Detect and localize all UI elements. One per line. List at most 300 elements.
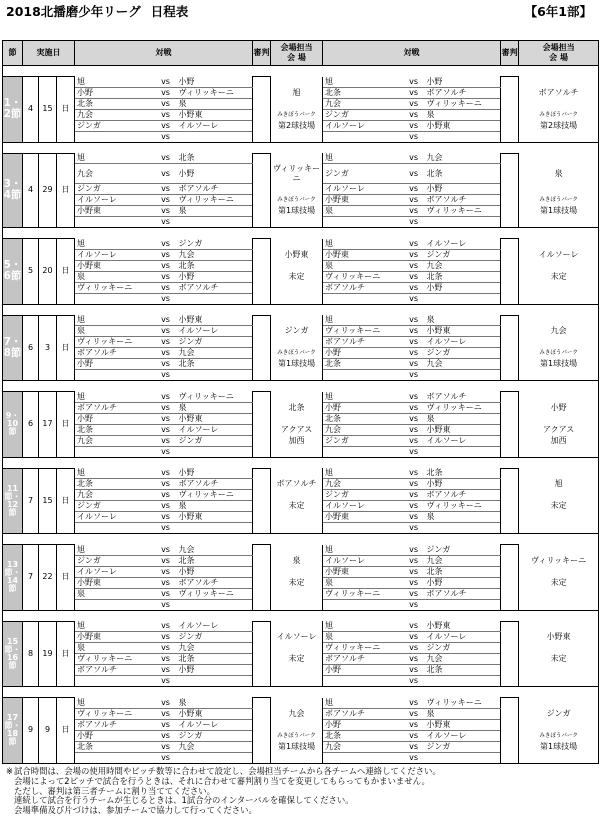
home-team: 旭	[75, 315, 155, 326]
away-team: 小野	[425, 184, 501, 195]
home-team: ヴィリッキーニ	[323, 588, 403, 599]
home-team	[75, 752, 155, 763]
page-title	[6, 2, 188, 20]
venue-cell: 九会	[519, 326, 599, 337]
home-team: ボアソルチ	[75, 719, 155, 730]
month-cell: 4	[23, 77, 39, 143]
away-team: 小野	[425, 479, 501, 490]
vs-label: vs	[155, 424, 177, 435]
away-team: 小野	[177, 271, 253, 282]
vs-label: vs	[155, 621, 177, 632]
vs-label: vs	[155, 555, 177, 566]
round-separator	[3, 304, 599, 315]
away-team: ジンガ	[177, 730, 253, 741]
venue-cell: 第1球技場	[519, 206, 599, 217]
away-team: イルソーレ	[425, 435, 501, 446]
table-row	[3, 545, 599, 556]
vs-label: vs	[155, 708, 177, 719]
vs-label: vs	[403, 741, 425, 752]
home-team: イルソーレ	[75, 566, 155, 577]
vs-label: vs	[403, 446, 425, 457]
vs-label: vs	[403, 195, 425, 206]
vs-label: vs	[403, 435, 425, 446]
col-venue-left	[271, 41, 323, 66]
home-team: 北条	[75, 741, 155, 752]
away-team: 泉	[425, 708, 501, 719]
away-team: 泉	[425, 512, 501, 523]
vs-label: vs	[403, 120, 425, 131]
home-team: イルソーレ	[323, 501, 403, 512]
away-team	[425, 446, 501, 457]
home-team: ヴィリッキーニ	[323, 326, 403, 337]
month-cell: 6	[23, 315, 39, 381]
home-team: イルソーレ	[323, 120, 403, 131]
vs-label: vs	[155, 730, 177, 741]
away-team: 九会	[177, 545, 253, 556]
venue-cell: みきぼうパーク	[271, 195, 323, 206]
home-team: 泉	[75, 588, 155, 599]
away-team: 小野東	[425, 424, 501, 435]
vs-label: vs	[155, 239, 177, 250]
away-team: 小野	[177, 468, 253, 479]
venue-cell	[271, 77, 323, 88]
away-team: ボアソルチ	[425, 87, 501, 98]
venue-cell: 旭	[519, 479, 599, 490]
vs-label: vs	[155, 523, 177, 534]
home-team: ヴィリッキーニ	[75, 708, 155, 719]
away-team	[177, 523, 253, 534]
vs-label: vs	[155, 293, 177, 304]
away-team: イルソーレ	[177, 621, 253, 632]
vs-label: vs	[403, 359, 425, 370]
vs-label: vs	[403, 260, 425, 271]
table-row	[3, 153, 599, 164]
away-team: 泉	[177, 206, 253, 217]
referee-cell	[501, 621, 519, 687]
venue-cell	[519, 217, 599, 228]
away-team: ヴィリッキーニ	[425, 501, 501, 512]
vs-label: vs	[155, 153, 177, 164]
away-team: 小野東	[425, 621, 501, 632]
away-team	[425, 599, 501, 610]
vs-label: vs	[155, 348, 177, 359]
table-row	[3, 698, 599, 709]
venue-cell: 第1球技場	[271, 741, 323, 752]
venue-cell	[271, 566, 323, 577]
notes	[6, 766, 441, 816]
vs-label: vs	[155, 120, 177, 131]
home-team: 小野東	[75, 632, 155, 643]
vs-label: vs	[155, 109, 177, 120]
vs-label: vs	[403, 643, 425, 654]
home-team: イルソーレ	[75, 249, 155, 260]
venue-cell	[519, 621, 599, 632]
away-team: ボアソルチ	[425, 392, 501, 403]
away-team: ジンガ	[177, 239, 253, 250]
home-team: ジンガ	[75, 184, 155, 195]
round-separator	[3, 66, 599, 77]
venue-cell	[271, 413, 323, 424]
venue-cell: 未定	[271, 577, 323, 588]
vs-label: vs	[403, 468, 425, 479]
venue-cell: ボアソルチ	[519, 87, 599, 98]
away-team: 九会	[177, 643, 253, 654]
home-team: 泉	[323, 206, 403, 217]
home-team: 小野	[323, 348, 403, 359]
weekday-cell: 日	[57, 698, 75, 764]
home-team: ジンガ	[323, 109, 403, 120]
home-team: ボアソルチ	[323, 282, 403, 293]
round-label-cell	[3, 698, 23, 764]
venue-cell	[519, 77, 599, 88]
venue-cell: 未定	[519, 654, 599, 665]
venue-cell: ヴィリッキーニ	[271, 164, 323, 184]
venue-cell	[519, 98, 599, 109]
vs-label: vs	[155, 698, 177, 709]
venue-cell: みきぼうパーク	[519, 348, 599, 359]
month-cell: 6	[23, 392, 39, 458]
home-team: 小野東	[323, 512, 403, 523]
home-team	[323, 131, 403, 142]
home-team: 旭	[75, 77, 155, 88]
home-team: 九会	[323, 98, 403, 109]
weekday-cell: 日	[57, 239, 75, 305]
away-team: 小野東	[177, 512, 253, 523]
round-separator	[3, 228, 599, 239]
vs-label: vs	[155, 468, 177, 479]
away-team: ヴィリッキーニ	[177, 87, 253, 98]
referee-cell	[253, 392, 271, 458]
vs-label: vs	[155, 359, 177, 370]
venue-cell	[519, 752, 599, 763]
round-label: 15節・16節	[4, 636, 21, 670]
venue-cell: みきぼうパーク	[271, 109, 323, 120]
vs-label: vs	[155, 752, 177, 763]
vs-label: vs	[155, 206, 177, 217]
round-label: 5・6節	[3, 259, 22, 283]
home-team: 北条	[75, 424, 155, 435]
vs-label: vs	[155, 326, 177, 337]
separator-cell	[3, 228, 599, 239]
day-cell: 3	[39, 315, 57, 381]
weekday-cell: 日	[57, 392, 75, 458]
col-ref-right: 審判	[501, 41, 519, 66]
venue-cell	[519, 337, 599, 348]
away-team: 小野	[177, 665, 253, 676]
home-team: 小野	[75, 87, 155, 98]
away-team: 泉	[177, 402, 253, 413]
vs-label: vs	[403, 621, 425, 632]
away-team: 小野東	[425, 719, 501, 730]
venue-cell	[519, 239, 599, 250]
note-line: 連続して試合を行うチームが生じるときは、1試合分のインターバルを確保してください。	[14, 795, 354, 806]
away-team: 九会	[425, 555, 501, 566]
venue-cell: 泉	[519, 164, 599, 184]
note-line: 会場によって2ピッチで試合を行うときは、それに合わせて審判割り当てを変更してもらってもかまいません。	[14, 775, 430, 786]
vs-label: vs	[403, 752, 425, 763]
venue-cell	[519, 523, 599, 534]
vs-label: vs	[403, 282, 425, 293]
away-team: 北条	[177, 260, 253, 271]
home-team: 小野	[323, 402, 403, 413]
vs-label: vs	[155, 741, 177, 752]
referee-cell	[253, 621, 271, 687]
venue-cell	[519, 153, 599, 164]
venue-cell: ヴィリッキーニ	[519, 555, 599, 566]
venue-cell: ジンガ	[271, 326, 323, 337]
venue-cell	[519, 131, 599, 142]
home-team: 旭	[75, 392, 155, 403]
venue-cell: 第1球技場	[519, 359, 599, 370]
away-team: ジンガ	[425, 348, 501, 359]
vs-label: vs	[403, 348, 425, 359]
weekday-cell: 日	[57, 315, 75, 381]
day-cell: 19	[39, 621, 57, 687]
vs-label: vs	[403, 413, 425, 424]
away-team: ジンガ	[177, 632, 253, 643]
away-team: 小野東	[177, 413, 253, 424]
home-team: ボアソルチ	[323, 654, 403, 665]
home-team: 小野東	[75, 577, 155, 588]
venue-cell	[519, 260, 599, 271]
home-team: 旭	[75, 239, 155, 250]
weekday-cell: 日	[57, 545, 75, 611]
away-team: 小野東	[177, 315, 253, 326]
referee-cell	[501, 153, 519, 228]
away-team: 小野	[425, 77, 501, 88]
vs-label: vs	[403, 490, 425, 501]
home-team: 旭	[75, 698, 155, 709]
home-team	[75, 293, 155, 304]
round-label: 9・10節	[5, 411, 20, 437]
venue-cell: ボアソルチ	[271, 479, 323, 490]
away-team: 北条	[425, 271, 501, 282]
away-team: 九会	[425, 153, 501, 164]
home-team: ジンガ	[323, 490, 403, 501]
home-team: ジンガ	[75, 120, 155, 131]
home-team: 小野	[75, 413, 155, 424]
venue-cell	[271, 665, 323, 676]
vs-label: vs	[403, 577, 425, 588]
vs-label: vs	[155, 632, 177, 643]
vs-label: vs	[155, 719, 177, 730]
venue-cell	[271, 217, 323, 228]
round-label-cell	[3, 77, 23, 143]
vs-label: vs	[403, 109, 425, 120]
col-venue-right	[519, 41, 599, 66]
venue-cell: 第1球技場	[519, 741, 599, 752]
home-team: ヴィリッキーニ	[323, 643, 403, 654]
away-team: ボアソルチ	[177, 577, 253, 588]
away-team: ジンガ	[425, 741, 501, 752]
vs-label: vs	[155, 413, 177, 424]
venue-cell: 未定	[519, 577, 599, 588]
home-team	[75, 217, 155, 228]
vs-label: vs	[403, 599, 425, 610]
venue-cell	[519, 293, 599, 304]
home-team: 旭	[323, 315, 403, 326]
away-team: 北条	[425, 566, 501, 577]
venue-cell	[271, 599, 323, 610]
vs-label: vs	[403, 315, 425, 326]
referee-cell	[253, 153, 271, 228]
away-team	[425, 676, 501, 687]
away-team	[425, 217, 501, 228]
venue-cell: 未定	[519, 271, 599, 282]
venue-cell	[271, 676, 323, 687]
home-team: 旭	[323, 698, 403, 709]
venue-cell	[271, 698, 323, 709]
away-team: イルソーレ	[177, 326, 253, 337]
vs-label: vs	[403, 512, 425, 523]
venue-cell	[519, 665, 599, 676]
round-label-cell	[3, 392, 23, 458]
vs-label: vs	[403, 249, 425, 260]
round-label: 17節・18節	[4, 713, 21, 747]
home-team: ボアソルチ	[75, 348, 155, 359]
vs-label: vs	[403, 98, 425, 109]
vs-label: vs	[155, 195, 177, 206]
referee-cell	[253, 77, 271, 143]
home-team: 泉	[75, 326, 155, 337]
venue-cell: 第2球技場	[519, 120, 599, 131]
month-cell: 7	[23, 468, 39, 534]
round-separator	[3, 687, 599, 698]
venue-cell	[271, 490, 323, 501]
home-team	[75, 676, 155, 687]
venue-cell: 小野東	[519, 632, 599, 643]
away-team: ヴィリッキーニ	[177, 490, 253, 501]
vs-label: vs	[403, 501, 425, 512]
home-team: 泉	[323, 577, 403, 588]
vs-label: vs	[403, 337, 425, 348]
schedule-body	[3, 66, 599, 764]
vs-label: vs	[403, 392, 425, 403]
day-cell: 15	[39, 468, 57, 534]
separator-cell	[3, 66, 599, 77]
away-team: 北条	[177, 555, 253, 566]
home-team	[323, 370, 403, 381]
home-team	[323, 446, 403, 457]
away-team	[177, 370, 253, 381]
venue-cell	[519, 392, 599, 403]
venue-cell	[519, 698, 599, 709]
weekday-cell: 日	[57, 77, 75, 143]
vs-label: vs	[403, 545, 425, 556]
round-label-cell	[3, 239, 23, 305]
round-label: 3・4節	[3, 178, 22, 202]
vs-label: vs	[155, 315, 177, 326]
home-team: イルソーレ	[323, 555, 403, 566]
vs-label: vs	[155, 370, 177, 381]
venue-cell	[271, 643, 323, 654]
venue-cell: イルソーレ	[519, 249, 599, 260]
venue-header-line1: 会場担当	[542, 43, 575, 52]
vs-label: vs	[155, 271, 177, 282]
away-team: イルソーレ	[425, 337, 501, 348]
vs-label: vs	[403, 479, 425, 490]
month-cell: 8	[23, 621, 39, 687]
venue-cell	[271, 719, 323, 730]
day-cell: 20	[39, 239, 57, 305]
away-team	[425, 131, 501, 142]
venue-cell	[271, 239, 323, 250]
away-team: ジンガ	[177, 337, 253, 348]
away-team: 北条	[425, 665, 501, 676]
vs-label: vs	[403, 271, 425, 282]
away-team	[177, 599, 253, 610]
home-team: 九会	[323, 741, 403, 752]
home-team: 九会	[75, 490, 155, 501]
vs-label: vs	[155, 217, 177, 228]
venue-cell: 泉	[271, 555, 323, 566]
vs-label: vs	[403, 206, 425, 217]
venue-cell	[519, 184, 599, 195]
home-team: 泉	[75, 271, 155, 282]
vs-label: vs	[155, 566, 177, 577]
venue-header-line2: 会 場	[549, 53, 568, 62]
vs-label: vs	[155, 131, 177, 142]
home-team: 小野東	[75, 206, 155, 217]
referee-cell	[501, 239, 519, 305]
round-separator	[3, 610, 599, 621]
venue-cell	[519, 315, 599, 326]
home-team	[75, 523, 155, 534]
referee-cell	[501, 315, 519, 381]
referee-cell	[253, 468, 271, 534]
venue-cell: 第2球技場	[271, 120, 323, 131]
venue-cell	[519, 545, 599, 556]
venue-cell	[271, 282, 323, 293]
referee-cell	[253, 698, 271, 764]
referee-cell	[501, 468, 519, 534]
round-label: 13節・14節	[4, 560, 21, 594]
away-team: 小野	[177, 164, 253, 184]
weekday-cell: 日	[57, 468, 75, 534]
home-team: 旭	[75, 468, 155, 479]
vs-label: vs	[155, 87, 177, 98]
home-team: 九会	[75, 109, 155, 120]
away-team: 小野	[425, 282, 501, 293]
month-cell: 5	[23, 239, 39, 305]
venue-cell: みきぼうパーク	[519, 195, 599, 206]
referee-cell	[501, 77, 519, 143]
table-row	[3, 392, 599, 403]
away-team: 北条	[177, 654, 253, 665]
vs-label: vs	[155, 184, 177, 195]
round-label-cell	[3, 545, 23, 611]
away-team: ボアソルチ	[177, 282, 253, 293]
away-team: 小野	[177, 566, 253, 577]
vs-label: vs	[403, 708, 425, 719]
home-team: ジンガ	[75, 501, 155, 512]
away-team: ヴィリッキーニ	[425, 698, 501, 709]
vs-label: vs	[403, 523, 425, 534]
away-team: 泉	[425, 413, 501, 424]
vs-label: vs	[155, 98, 177, 109]
away-team: 泉	[177, 698, 253, 709]
vs-label: vs	[403, 326, 425, 337]
header-row	[3, 41, 599, 66]
away-team	[177, 446, 253, 457]
month-cell: 7	[23, 545, 39, 611]
venue-cell	[271, 131, 323, 142]
separator-cell	[3, 457, 599, 468]
vs-label: vs	[403, 217, 425, 228]
home-team: 旭	[75, 545, 155, 556]
venue-cell	[271, 588, 323, 599]
separator-cell	[3, 534, 599, 545]
